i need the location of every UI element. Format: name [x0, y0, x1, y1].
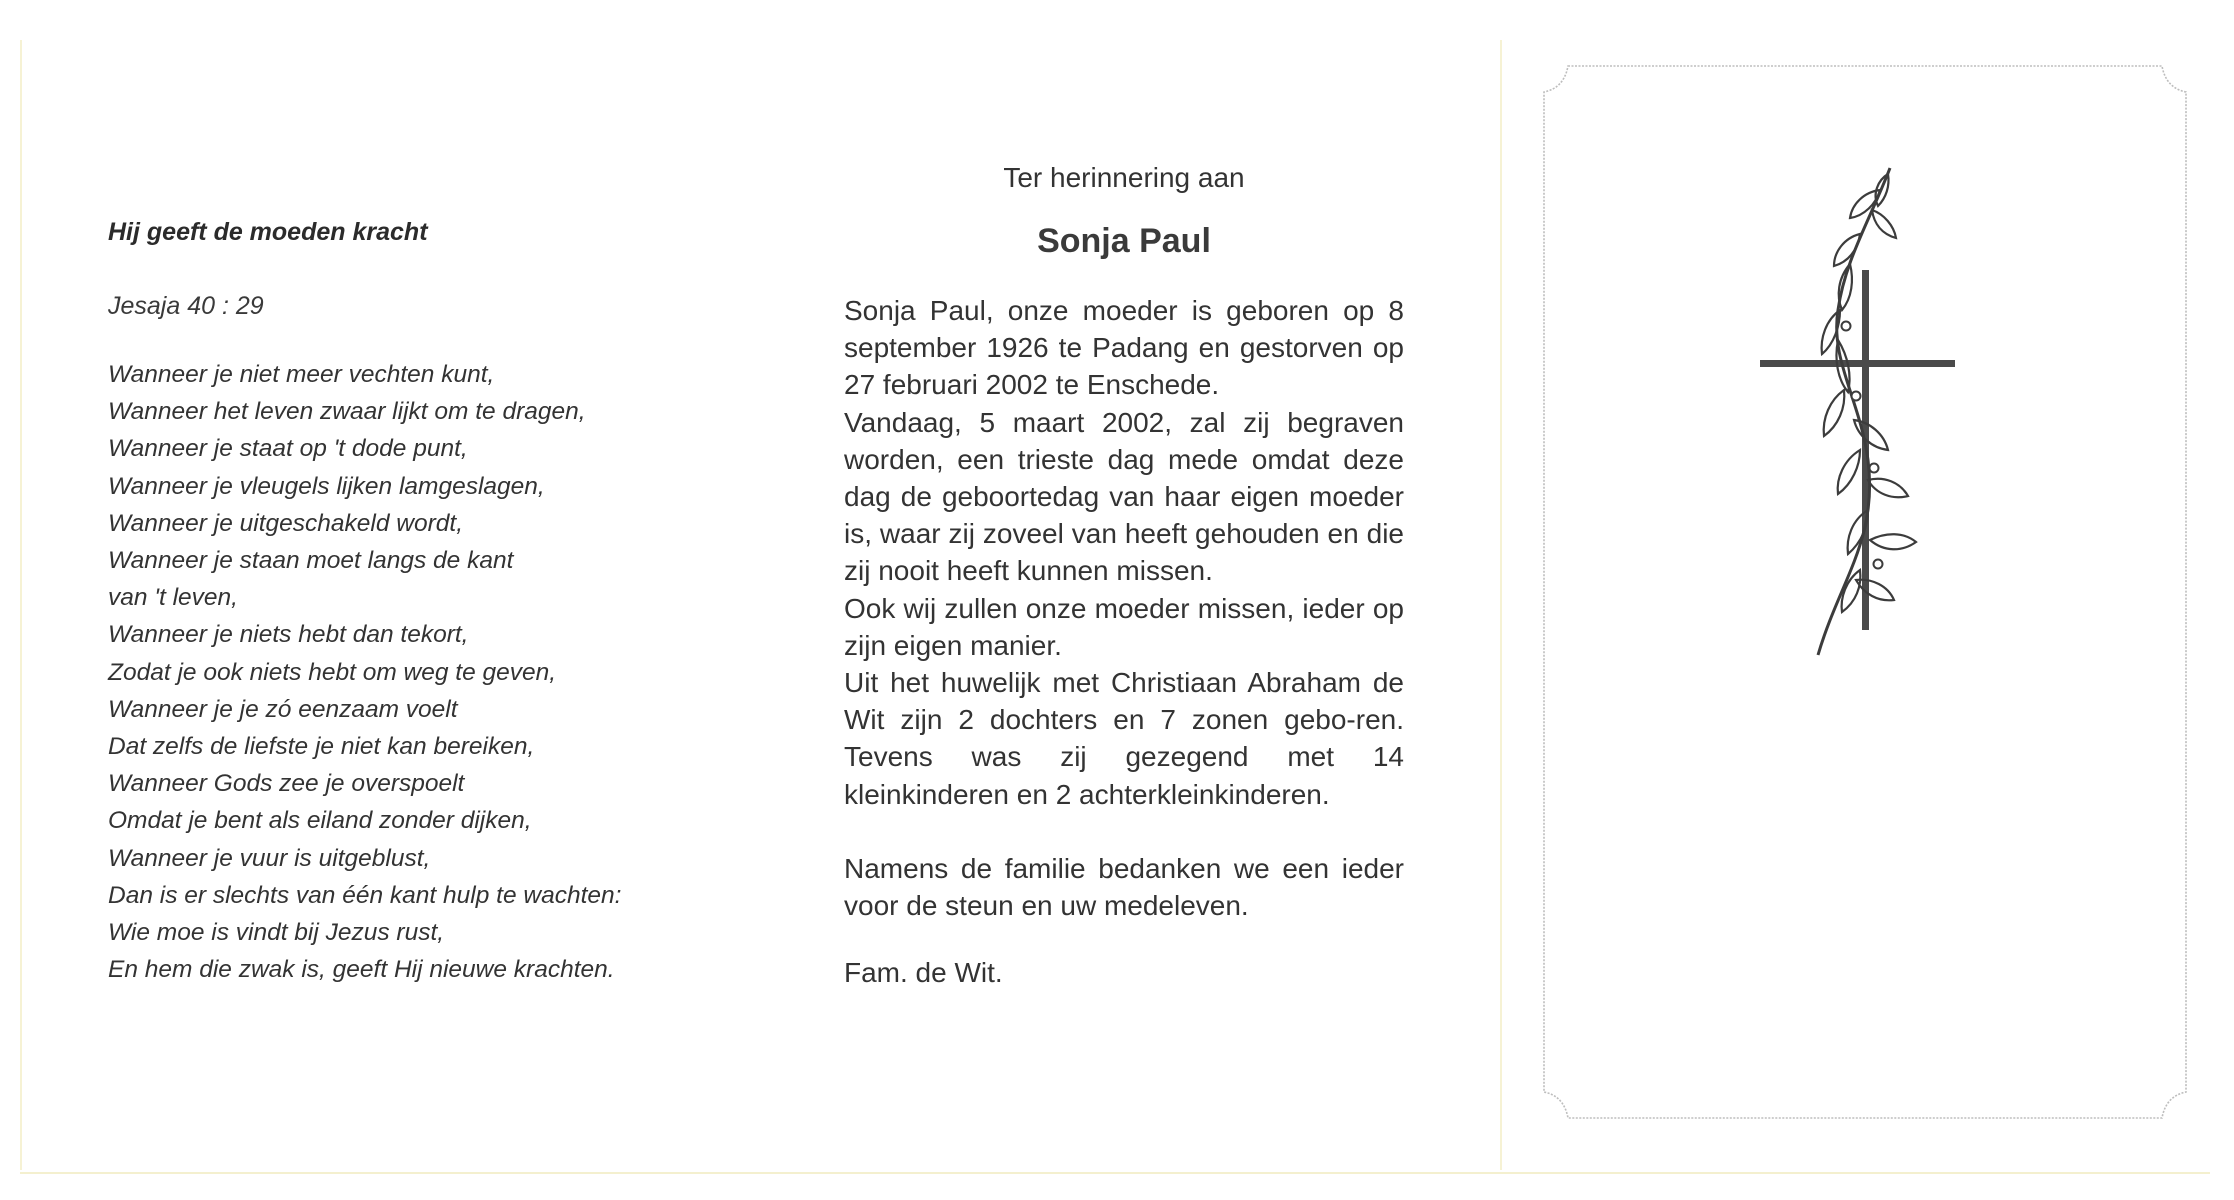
- poem-line: Dan is er slechts van één kant hulp te wachten:: [108, 881, 622, 909]
- poem-line: Wanneer je vuur is uitgeblust,: [108, 844, 431, 872]
- poem-line: Wie moe is vindt bij Jezus rust,: [108, 919, 445, 947]
- poem-line: Wanneer je staat op 't dode punt,: [108, 435, 468, 463]
- deceased-name: Sonja Paul: [1037, 222, 1211, 260]
- poem-line: van 't leven,: [108, 584, 238, 612]
- poem-line: En hem die zwak is, geeft Hij nieuwe krachten.: [108, 956, 615, 984]
- poem-title: Hij geeft de moeden kracht: [108, 218, 428, 246]
- poem-line: Wanneer je niet meer vechten kunt,: [108, 361, 495, 388]
- poem-line: Wanneer je niets hebt dan tekort,: [108, 621, 469, 649]
- obituary-signature: Fam. de Wit.: [844, 957, 1003, 989]
- poem-lines: [108, 356, 808, 988]
- poem-line: Wanneer Gods zee je overspoelt: [108, 770, 465, 798]
- poem-reference: Jesaja 40 : 29: [108, 292, 264, 320]
- poem-line: Dat zelfs de liefste je niet kan bereiken,: [108, 733, 535, 761]
- poem-line: Zodat je ook niets hebt om weg te geven,: [108, 658, 557, 686]
- obituary-thanks: Namens de familie bedanken we een ieder voor de steun en uw medeleven.: [844, 852, 1404, 922]
- obituary-paragraph-birth: Sonja Paul, onze moeder is geboren op 8 september 1926 te Padang en gestorven op 27 februari 2002 te Enschede.: [844, 295, 1404, 401]
- bottom-edge-line: [20, 1172, 2210, 1174]
- poem-line: Wanneer het leven zwaar lijkt om te dragen,: [108, 398, 586, 426]
- left-fold-line: [20, 40, 22, 1170]
- poem-panel: [108, 210, 808, 1004]
- obituary-intro: Ter herinnering aan: [1003, 162, 1245, 193]
- obituary-paragraph-missing: Ook wij zullen onze moeder missen, ieder op zijn eigen manier.: [844, 592, 1404, 661]
- obituary-paragraph-burial: Vandaag, 5 maart 2002, zal zij begraven worden, een trieste dag mede omdat deze dag de geboortedag van haar eigen moeder is, waar zij zoveel van heeft gehouden en die zij nooit heeft kunnen missen.: [844, 406, 1404, 587]
- poem-line: Wanneer je je zó eenzaam voelt: [108, 695, 458, 723]
- poem-line: Wanneer je vleugels lijken lamgeslagen,: [108, 472, 545, 500]
- obituary-text: [844, 292, 1404, 813]
- poem-line: Wanneer je staan moet langs de kant: [108, 547, 514, 575]
- poem-line: Omdat je bent als eiland zonder dijken,: [108, 807, 532, 835]
- obituary-panel: [844, 150, 1404, 991]
- middle-fold-line: [1500, 40, 1502, 1170]
- cross-with-olive-branch-icon: [1760, 160, 1980, 670]
- poem-line: Wanneer je uitgeschakeld wordt,: [108, 509, 463, 537]
- obituary-paragraph-family: Uit het huwelijk met Christiaan Abraham de Wit zijn 2 dochters en 7 zonen gebo-ren. Tevens was zij gezegend met 14 kleinkinderen en 2 achterkleinkinderen.: [844, 667, 1404, 810]
